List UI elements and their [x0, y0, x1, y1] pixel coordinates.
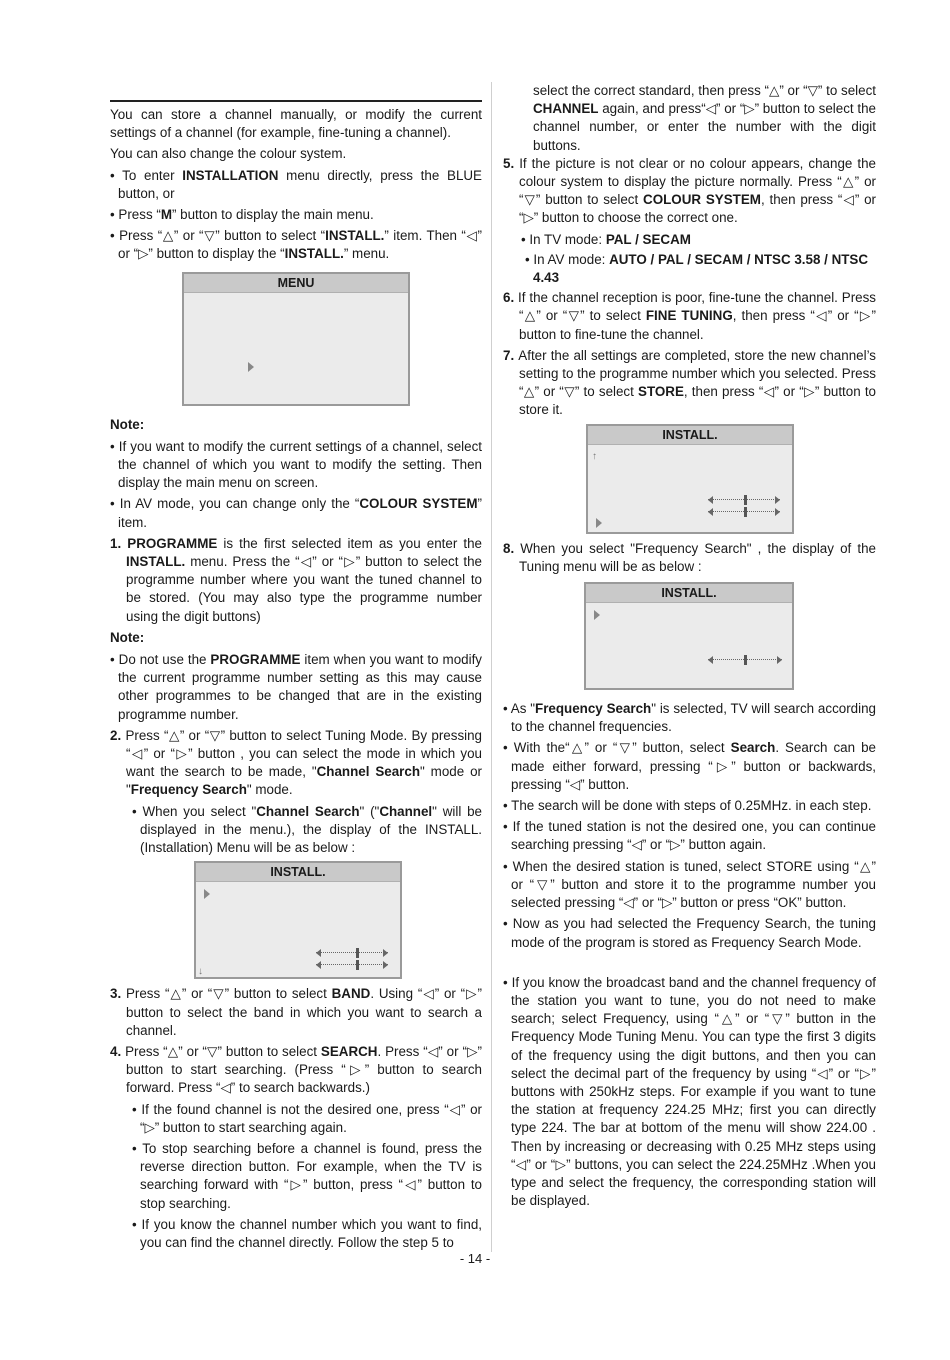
- note-item: • Do not use the PROGRAMME item when you want to modify the current programme number setting as this may cause other programmes to be changed that are in the existing programme number.: [110, 652, 482, 722]
- step-5-sub: • In AV mode: AUTO / PAL / SECAM / NTSC 3.58 / NTSC 4.43: [525, 251, 869, 286]
- slider-icon: [708, 508, 780, 516]
- column-divider: [491, 82, 492, 1252]
- step-4-sub: • If the found channel is not the desired one, press “◁” or “▷” button to start searching again.: [132, 1101, 482, 1135]
- menu-screen-title: MENU: [184, 274, 408, 293]
- cursor-arrow-icon: [596, 518, 602, 528]
- intro-text-2: You can also change the colour system.: [110, 146, 347, 162]
- install-screen-frequency: [584, 582, 794, 690]
- note-item: • In AV mode, you can change only the “COLOUR SYSTEM” item.: [110, 496, 482, 530]
- freq-bullet: • With the“△” or “▽” button, select Search. Search can be made either forward, pressing “▷” button or backwards, pressing “◁” button.: [503, 740, 876, 792]
- menu-screen-illustration: [182, 272, 410, 406]
- section-rule: [110, 100, 482, 102]
- install-screen-title: INSTALL.: [588, 426, 792, 445]
- note-item: • If you want to modify the current settings of a channel, select the channel of which you want to modify the setting. Then display the main menu on screen.: [110, 438, 482, 491]
- cursor-arrow-icon: [248, 362, 254, 372]
- page-number: - 14 -: [459, 1251, 491, 1266]
- bullet-press-m: • Press “M” button to display the main menu.: [110, 207, 374, 223]
- freq-bullet: • When the desired station is tuned, select STORE using “△” or “▽” button and store it to the programme number you selected pressing “◁” or “▷” button or press “OK” button.: [503, 858, 876, 911]
- slider-icon: [708, 656, 782, 664]
- slider-icon: [316, 949, 388, 957]
- freq-bullet: • As "Frequency Search" is selected, TV will search according to the channel frequencies.: [503, 701, 876, 735]
- step-6: 6. If the channel reception is poor, fine-tune the channel. Press “△” or “▽” to select FINE TUNING, then press “◁” or “▷” button to fine-tune the channel.: [503, 290, 876, 342]
- step-7: 7. After the all settings are completed, store the new channel’s setting to the programme number which you selected. Press “△” or “▽” to select STORE, then press “◁” or “▷” button to store it.: [503, 347, 876, 418]
- freq-bullet: • If the tuned station is not the desired one, you can continue searching pressing “◁” or “▷” button again.: [503, 819, 876, 853]
- step-5-sub: • In TV mode: PAL / SECAM: [521, 231, 691, 247]
- step-4-sub: • If you know the channel number which you want to find, you can find the channel directly. Follow the step 5 to: [132, 1216, 482, 1250]
- install-screen-store: [586, 424, 794, 534]
- cursor-arrow-icon: [594, 610, 600, 620]
- install-screen-channel: [194, 861, 402, 979]
- note-label: Note:: [110, 416, 145, 432]
- step-4: 4. Press “△” or “▽” button to select SEARCH. Press “◁” or “▷” button to start searching. (Press “▷” button to search forward. Press “◁” to search backwards.): [110, 1043, 482, 1096]
- bullet-installation: • To enter INSTALLATION menu directly, press the BLUE button, or: [110, 167, 482, 201]
- install-screen-title: INSTALL.: [196, 863, 400, 882]
- step-1: 1. PROGRAMME is the first selected item as you enter the INSTALL. menu. Press the “◁” or “▷” button to select the programme number where you want the tuned channel to be stored. (You may also type the programme number using the digit buttons): [110, 535, 482, 624]
- right-column: [503, 82, 876, 1213]
- freq-bullet: • The search will be done with steps of 0.25MHz. in each step.: [503, 798, 872, 814]
- intro-text: You can store a channel manually, or modify the current settings of a channel (for example, fine-tuning a channel).: [110, 107, 482, 141]
- slider-icon: [708, 496, 780, 504]
- slider-icon: [316, 961, 388, 969]
- step-8: 8. When you select "Frequency Search" , the display of the Tuning menu will be as below :: [503, 540, 876, 574]
- install-screen-title: INSTALL.: [586, 584, 792, 603]
- step-2-sub: • When you select "Channel Search" ("Channel" will be displayed in the menu.), the display of the INSTALL.(Installation) Menu will be as below :: [132, 803, 483, 856]
- note-label: Note:: [110, 629, 145, 645]
- step-2: 2. Press “△” or “▽” button to select Tuning Mode. By pressing “◁” or “▷” button , you can select the mode in which you want the search to be made, "Channel Search" mode or "Frequency Search" mode.: [110, 727, 483, 798]
- down-arrow-icon: ↓: [198, 966, 203, 978]
- freq-bullet: • Now as you had selected the Frequency Search, the tuning mode of the program is stored as Frequency Search Mode.: [503, 916, 876, 950]
- step-5: 5. If the picture is not clear or no colour appears, change the colour system to display the picture normally. Press “△” or “▽” button to select COLOUR SYSTEM, then press “◁” or “▷” button to choose the correct one.: [503, 155, 877, 226]
- freq-bullet: • If you know the broadcast band and the channel frequency of the station you want to tune, you do not need to make search; select Frequency, using “△” or “▽” button in the Frequency Mode Tuning Menu. You can type the first 3 digits of the frequency using the digit buttons, and then you can select the decimal part of the frequency by using “◁” or “▷” buttons with 250kHz steps. For example if you want to tune the station at frequency 224.25 MHz; first you can directly type 224. The bar at bottom of the menu will show 224.00 . Then by increasing or decreasing with 0.25 MHz steps using “◁” or “▷” buttons, you can select the 224.25MHz .When you type and select the frequency, the corresponding station will be displayed.: [503, 974, 876, 1209]
- step-3: 3. Press “△” or “▽” button to select BAND. Using “◁” or “▷” button to select the band in which you want to search a channel.: [110, 986, 482, 1038]
- bullet-select-install: • Press “△” or “▽” button to select “INSTALL.” item. Then “◁” or “▷” button to display the “INSTALL.” menu.: [110, 228, 482, 262]
- cursor-arrow-icon: [204, 889, 210, 899]
- left-column: [110, 82, 482, 1255]
- step-4-continued: select the correct standard, then press “△” or “▽” to select CHANNEL again, and press“◁” or “▷” button to select the channel number, or enter the number with the digit buttons.: [533, 83, 876, 153]
- step-4-sub: • To stop searching before a channel is found, press the reverse direction button. For example, when the TV is searching forward with “▷” button, press “◁” button to stop searching.: [132, 1140, 482, 1211]
- up-arrow-icon: ↑: [592, 450, 597, 462]
